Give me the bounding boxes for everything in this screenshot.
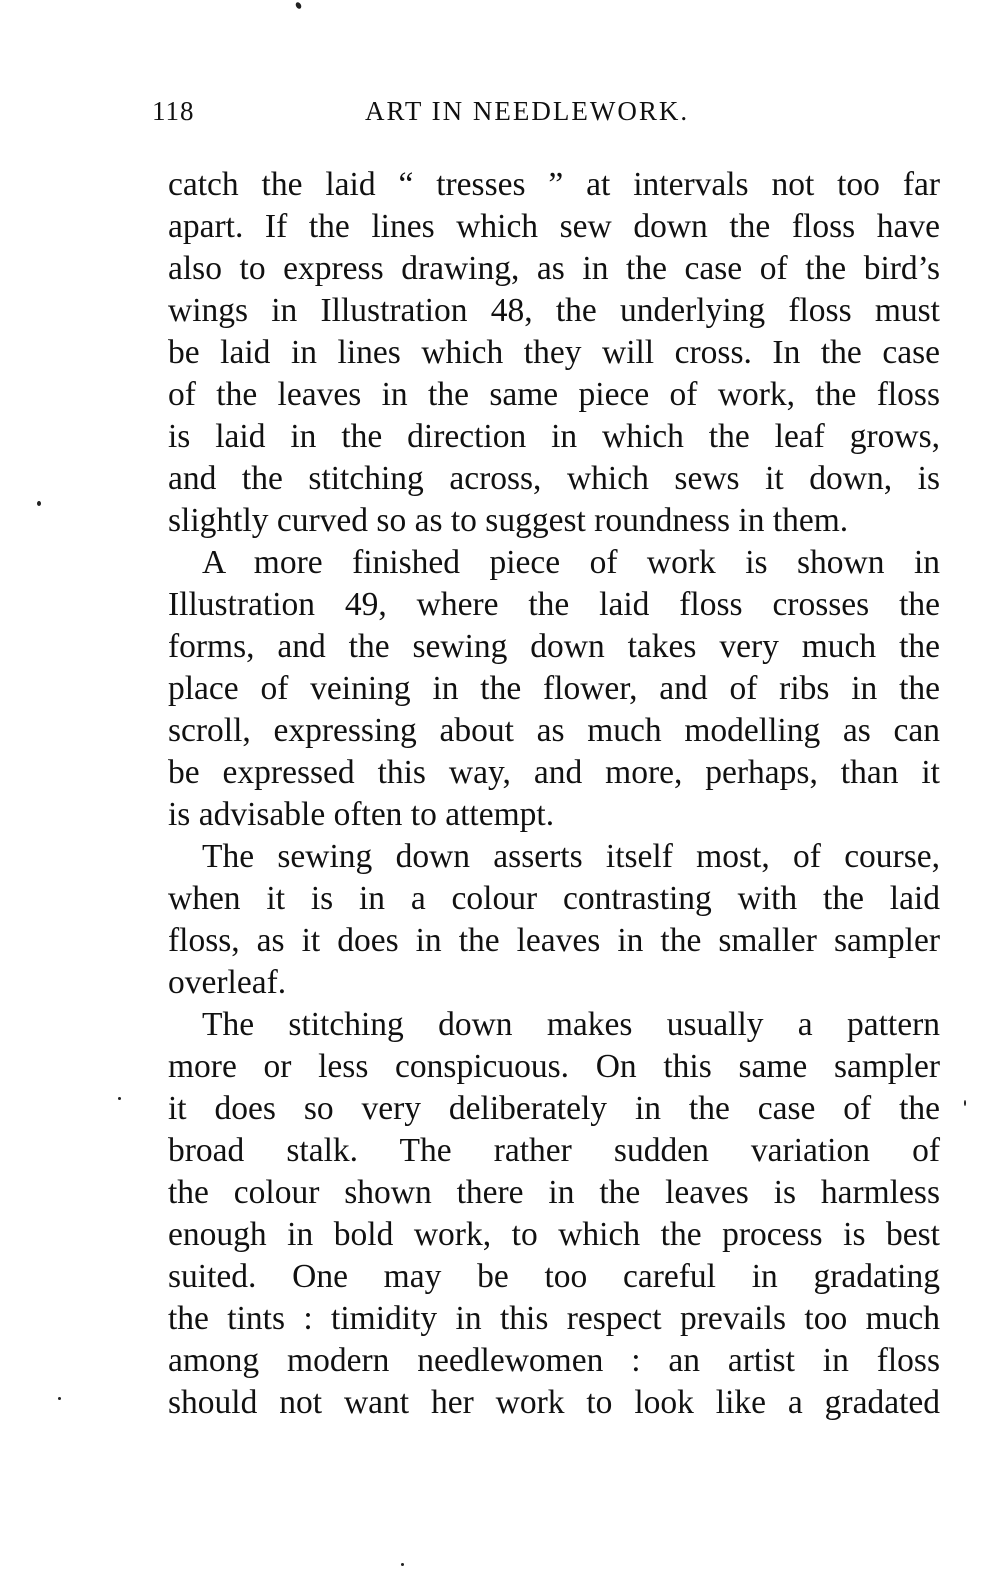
text-line: Illustration 49, where the laid floss crosses the	[168, 586, 940, 623]
paragraph-3	[168, 836, 940, 1004]
text-line: The stitching down makes usually a pattern	[202, 1006, 940, 1043]
text-line: wings in Illustration 48, the underlying floss must	[168, 292, 940, 329]
running-title: ART IN NEEDLEWORK.	[365, 96, 690, 126]
text-line: forms, and the sewing down takes very much the	[168, 628, 940, 665]
paragraph-1	[168, 164, 940, 542]
text-line: suited. One may be too careful in gradating	[168, 1258, 940, 1295]
text-line: and the stitching across, which sews it down, is	[168, 460, 940, 497]
scan-speck	[37, 501, 41, 506]
text-line: of the leaves in the same piece of work, the floss	[168, 376, 940, 413]
text-line: the tints : timidity in this respect prevails too much	[168, 1300, 940, 1337]
text-line: be expressed this way, and more, perhaps, than it	[168, 754, 940, 791]
text-line: be laid in lines which they will cross. In the case	[168, 334, 940, 371]
text-line: The sewing down asserts itself most, of course,	[202, 838, 940, 875]
text-line: floss, as it does in the leaves in the smaller sampler	[168, 922, 940, 959]
scan-speck	[964, 1100, 966, 1106]
text-line: also to express drawing, as in the case of the bird’s	[168, 250, 940, 287]
scan-speck	[118, 1097, 121, 1100]
text-line: catch the laid “ tresses ” at intervals not too far	[168, 166, 940, 203]
text-line: place of veining in the flower, and of ribs in the	[168, 670, 940, 707]
page-number: 118	[152, 96, 195, 126]
text-line: should not want her work to look like a gradated	[168, 1384, 940, 1421]
scan-speck	[401, 1563, 404, 1566]
text-line: overleaf.	[168, 964, 287, 1001]
text-line: more or less conspicuous. On this same sampler	[168, 1048, 940, 1085]
text-line: slightly curved so as to suggest roundness in them.	[168, 502, 849, 539]
scan-speck	[58, 1397, 61, 1400]
text-line: broad stalk. The rather sudden variation of	[168, 1132, 940, 1169]
text-line: is advisable often to attempt.	[168, 796, 555, 833]
text-line: it does so very deliberately in the case of the	[168, 1090, 940, 1127]
text-line: scroll, expressing about as much modelling as can	[168, 712, 940, 749]
text-line: among modern needlewomen : an artist in floss	[168, 1342, 940, 1379]
paragraph-4	[168, 1004, 940, 1424]
paragraph-2	[168, 542, 940, 836]
text-line: enough in bold work, to which the process is best	[168, 1216, 940, 1253]
body-text	[168, 164, 940, 1424]
text-line: the colour shown there in the leaves is harmless	[168, 1174, 940, 1211]
text-line: when it is in a colour contrasting with the laid	[168, 880, 940, 917]
text-line: apart. If the lines which sew down the floss have	[168, 208, 940, 245]
text-line: A more finished piece of work is shown in	[202, 544, 940, 581]
text-line: is laid in the direction in which the leaf grows,	[168, 418, 940, 455]
scan-speck	[295, 1, 303, 10]
